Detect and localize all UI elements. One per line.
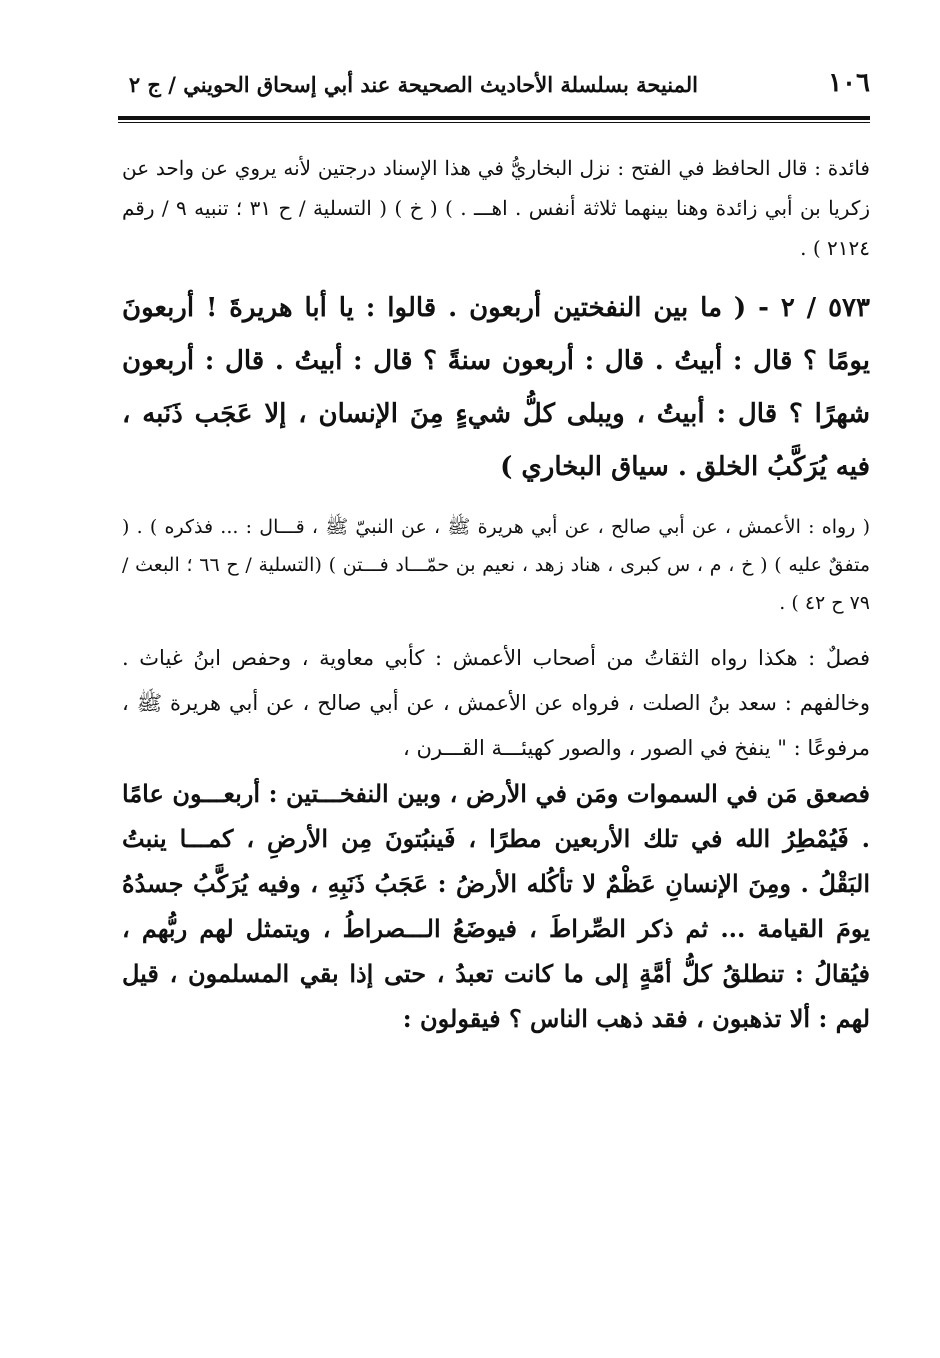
benefit-note: فائدة : قال الحافظ في الفتح : نزل البخاريُّ في هذا الإسناد درجتين لأنه يروي عن واحد عن زكريا بن أبي زائدة وهنا بينهما ثلاثة أنفس . اهـــ . ) ( خ ) ( التسلية / ح ٣١ ؛ تنبيه ٩ / رقم ٢١٢٤ ) . [122, 156, 871, 260]
section-text: فصعق مَن في السموات ومَن في الأرض ، وبين النفخـــتين : أربعـــون عامًا . فَيُمْطِرُ الله في تلك الأربعين مطرًا ، فَينبُتونَ مِن الأرضِ ، كمـــا ينبتُ البَقْلُ . ومِنَ الإنسانِ عَظْمٌ لا تأكُله الأرضُ : عَجَبُ ذَنَبِهِ ، وفيه يُرَكَّبُ جسدُهُ يومَ القيامة ... ثم ذكر الصِّراطَ ، فيوضَعُ الـــصراطُ ، ويتمثل لهم ربُّهم ، فيُقالُ : تنطلقُ كلُّ أمَّةٍ إلى ما كانت تعبدُ ، حتى إذا بقي المسلمون ، قيل لهم : ألا تذهبون ، فقد ذهب الناس ؟ فيقولون : [122, 779, 871, 1033]
hadith-text: ٥٧٣ / ٢ - ( ما بين النفختين أربعون . قالوا : يا أبا هريرةَ ! أربعونَ يومًا ؟ قال : أبيتُ . قال : أربعون سنةً ؟ قال : أبيتُ . قال : أربعون شهرًا ؟ قال : أبيتُ ، ويبلى كلُّ شيءٍ مِنَ الإنسان ، إلا عَجَب ذَنَبه ، فيه يُرَكَّبُ الخلق . سياق البخاري ) [122, 293, 870, 482]
page-header [118, 64, 870, 114]
header-rule-thick [118, 116, 870, 120]
page-number: ١٠٦ [828, 68, 870, 98]
page-body [122, 148, 870, 1041]
running-title: المنيحة بسلسلة الأحاديث الصحيحة عند أبي إسحاق الحويني / ج ٢ [128, 72, 698, 97]
header-rule-thin [118, 122, 870, 123]
narration-sources: ( رواه : الأعمش ، عن أبي صالح ، عن أبي هريرة ﷺ ، عن النبيّ ﷺ ، قـــال : ... فذكره ) . ( متفقٌ عليه ) ( خ ، م ، س كبرى ، هناد زهد ، نعيم بن حمّـــاد فـــتن ) (التسلية / ح ٦٦ ؛ البعث / ٧٩ ح ٤٢ ) . [122, 516, 871, 614]
section-intro: فصلٌ : هكذا رواه الثقاتُ من أصحاب الأعمش : كأبي معاوية ، وحفص ابنُ غياث . وخالفهم : سعد بنُ الصلت ، فرواه عن الأعمش ، عن أبي صالح ، عن أبي هريرة ﷺ ، مرفوعًا : " ينفخ في الصور ، والصور كهيئـــة القـــرن ، [122, 646, 870, 760]
